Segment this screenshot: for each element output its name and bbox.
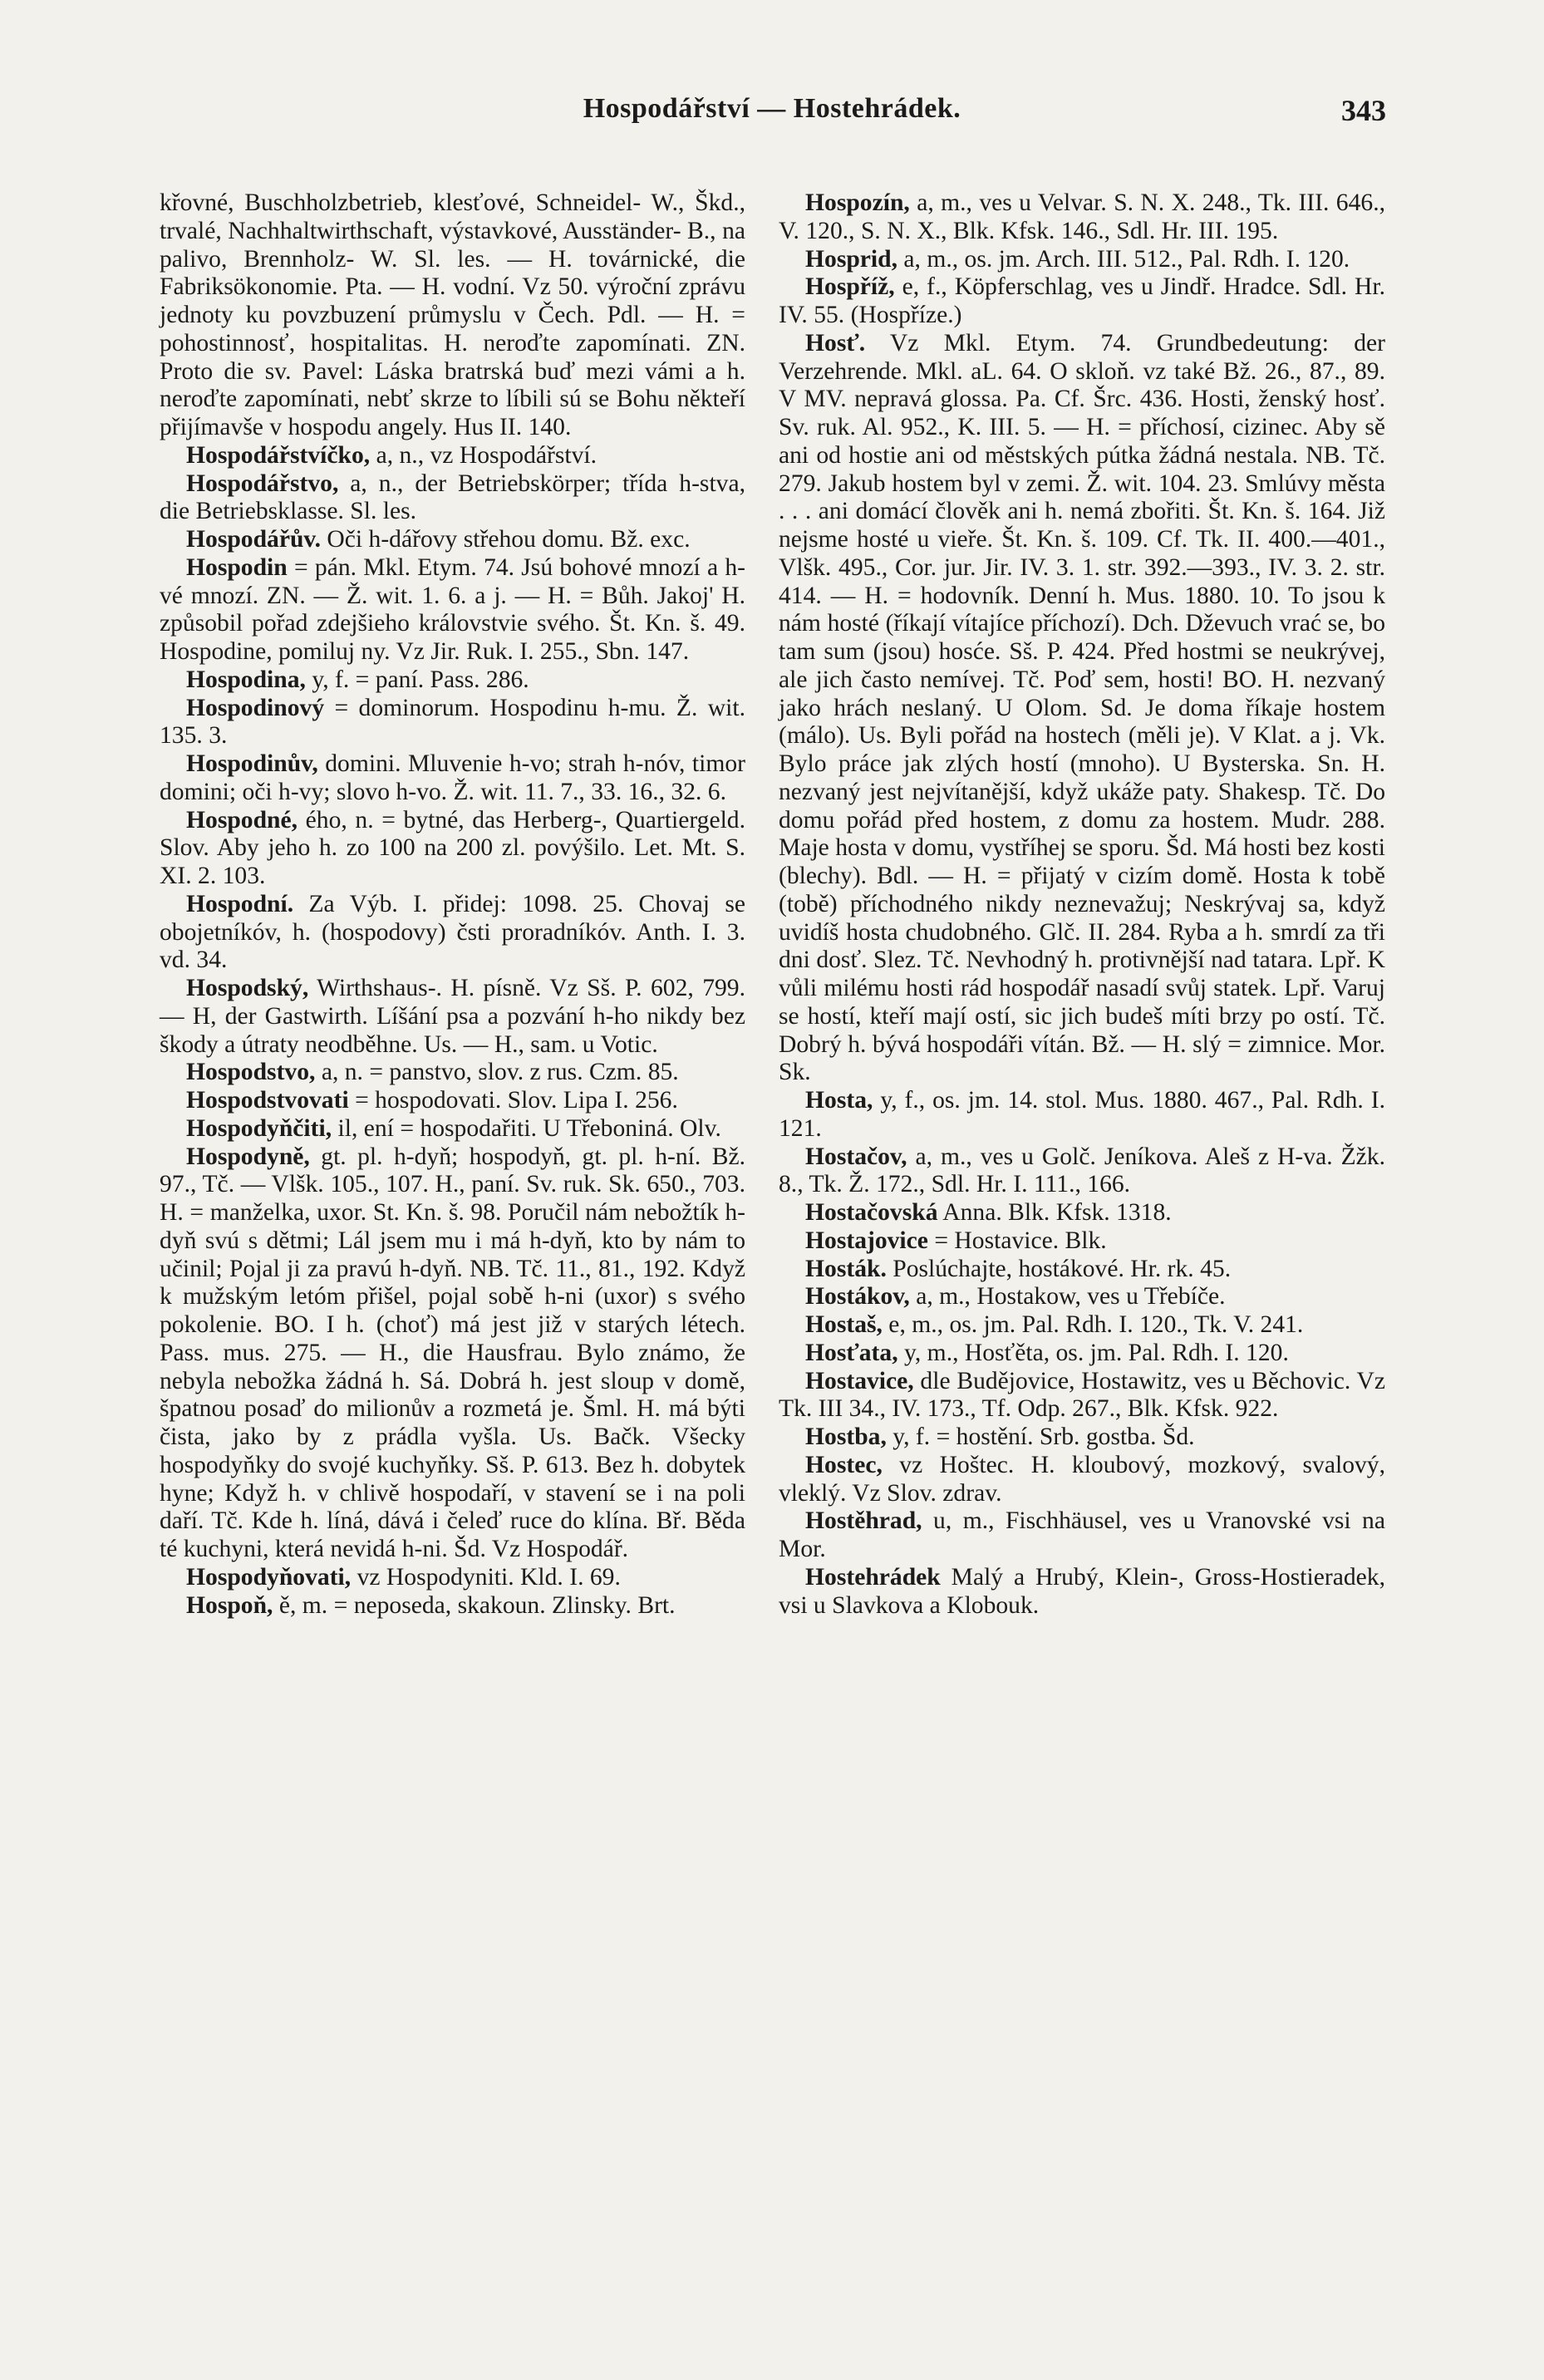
entry-headword: Hospodinův, [186,750,318,777]
entry-headword: Hostavice, [805,1367,914,1394]
dictionary-entry [160,891,745,975]
entry-text: y, m., Hosťěta, os. jm. Pal. Rdh. I. 120. [897,1339,1289,1366]
entry-headword: Hostba, [805,1424,887,1450]
entry-text: Poslúchajte, hostákové. Hr. rk. 45. [886,1255,1232,1282]
entry-text: Oči h-dářovy střehou domu. Bž. exc. [321,526,691,553]
entry-text: a, n., vz Hospodářství. [370,441,597,469]
entry-headword: Hostaš, [805,1311,883,1338]
entry-headword: Hospodský, [186,975,309,1001]
dictionary-entry [779,246,1385,274]
entry-text: a, m., os. jm. Arch. III. 512., Pal. Rdh. I. 120. [897,245,1350,273]
entry-text: a, m., ves u Velvar. S. N. X. 248., Tk. III. 646., V. 120., S. N. X., Blk. Kfsk. 146., Sdl. Hr. III. 195. [779,189,1385,244]
dictionary-entry [160,1592,745,1620]
entry-headword: Hostehrádek [805,1563,941,1591]
entry-text: ého, n. = bytné, das Herberg-, Quartiergeld. Slov. Aby jeho h. zo 100 na 200 zl. povýšilo. Let. Mt. S. XI. 2. 103. [160,806,745,889]
entry-headword: Hospodářstvo, [186,470,339,497]
entry-headword: Hospodin [186,553,288,581]
entry-text: e, f., Köpferschlag, ves u Jindř. Hradce. Sdl. Hr. IV. 55. (Hospříze.) [779,273,1385,328]
entry-headword: Hostec, [805,1451,883,1478]
entry-text: ě, m. = neposeda, skakoun. Zlinsky. Brt. [273,1591,676,1619]
dictionary-entry [779,1340,1385,1368]
dictionary-entry [160,554,745,666]
entry-headword: Hospodné, [186,806,298,833]
dictionary-entry [160,1564,745,1592]
dictionary-entry [779,1311,1385,1340]
dictionary-entry [160,1115,745,1143]
entry-text: dle Budějovice, Hostawitz, ves u Běchovic. Vz Tk. III 34., IV. 173., Tf. Odp. 267., Blk. Kfsk. 922. [779,1367,1385,1423]
entry-headword: Hospodstvo, [186,1059,316,1086]
dictionary-entry [160,666,745,695]
dictionary-entry [160,975,745,1059]
dictionary-entry [779,1424,1385,1452]
dictionary-entry [779,1256,1385,1284]
entry-headword: Hospodyňovati, [186,1563,352,1591]
entry-text: vz Hoštec. H. kloubový, mozkový, svalový, vleklý. Vz Slov. zdrav. [779,1451,1385,1507]
entry-headword: Hostákov, [805,1283,910,1310]
entry-text: e, m., os. jm. Pal. Rdh. I. 120., Tk. V. 241. [882,1311,1304,1338]
dictionary-entry [779,330,1385,1087]
entry-headword: Hospodyně, [186,1143,310,1170]
entry-headword: Hospodinový [186,694,325,721]
entry-text: gt. pl. h-dyň; hospodyň, gt. pl. h-ní. Bž. 97., Tč. — Vlšk. 105., 107. H., paní. Sv. ruk. Sk. 650., 703. H. = manželka, uxor. St. Kn. š. 98. Poručil nám nebožtík h-dyň svú s dětmi; Lál jsem mu i má h-dyň, kto by nám to učinil; Pojal ji za pravú h-dyň. NB. Tč. 11., 81., 192. Když k mužským letóm přišel, pojal sobě h-ni (uxor) s svého pokolenie. BO. I h. (choť) má jest již v starých létech. Pass. mus. 275. — H., die Hausfrau. Bylo známo, že nebyla nebožka žádná h. Sá. Dobrá h. jest sloup v domě, špatnou posaď do milionův a rozmetá je. Šml. H. má býti čista, jako by z prádla vyšla. Us. Bačk. Všecky hospodyňky do svojé kuchyňky. Sš. P. 613. Bez h. dobytek hyne; Když h. v chlivě hospodaří, v stavení se i na poli daří. Tč. Kde h. líná, dává i čeleď ruce do klína. Bř. Běda té kuchyni, která nevidá h-ni. Šd. Vz Hospodář. [160,1143,745,1562]
entry-text: Wirthshaus-. H. písně. Vz Sš. P. 602, 799. — H, der Gastwirth. Líšání psa a pozvání h-ho nikdy bez škody a útraty neodběhne. Us. — H., sam. u Votic. [160,975,745,1058]
entry-headword: Hospodářstvíčko, [186,441,371,469]
dictionary-entry [779,1368,1385,1424]
dictionary-entry [779,1143,1385,1200]
page-number: 343 [1341,94,1386,127]
entry-text: Malý a Hrubý, Klein-, Gross-Hostieradek, vsi u Slavkova a Klobouk. [779,1563,1385,1619]
entry-headword: Hosťata, [805,1339,898,1366]
dictionary-entry [779,1507,1385,1564]
entry-headword: Hosták. [805,1255,887,1282]
entry-text: Anna. Blk. Kfsk. 1318. [937,1199,1172,1226]
dictionary-entry [160,807,745,891]
entry-text: = hospodovati. Slov. Lipa I. 256. [348,1087,678,1114]
entry-text: = pán. Mkl. Etym. 74. Jsú bohové mnozí a h-vé mnozí. ZN. — Ž. wit. 1. 6. a j. — H. = Bůh. Jakoj' H. způsobil pořad zdejšieho královstvie svého. Št. Kn. š. 49. Hospodine, pomiluj ny. Vz Jir. Ruk. I. 255., Sbn. 147. [160,553,745,665]
dictionary-entry [779,1452,1385,1508]
dictionary-entry [779,1564,1385,1620]
right-column [779,189,1385,1620]
entry-text: Vz Mkl. Etym. 74. Grundbedeutung: der Verzehrende. Mkl. aL. 64. O skloň. vz také Bž. 26., 87., 89. V MV. nepravá glossa. Pa. Cf. Šrc. 436. Hosti, ženský hosť. Sv. ruk. Al. 952., K. III. 5. — H. = příchosí, cizinec. Aby sě ani od hostie ani od městských pútka žádná nestala. NB. Tč. 279. Jakub hostem byl v zemi. Ž. wit. 104. 23. Smlúvy města . . . ani domácí člověk ani h. nemá zbořiti. Št. Kn. š. 164. Již nejsme hosté u vieře. Št. Kn. š. 109. Cf. Tk. II. 400.—401., Vlšk. 495., Cor. jur. Jir. IV. 3. 1. str. 392.—393., IV. 3. 2. str. 414. — H. = hodovník. Denní h. Mus. 1880. 10. To jsou k nám hosté (říkají vítajíce příchozí). Dch. Dževuch vrać se, bo tam sum (jsou) hosće. Sš. P. 424. Před hostmi se neukrývej, ale jich často nemívej. Tč. Poď sem, hosti! BO. H. nezvaný jako hrách neslaný. U Olom. Sd. Je doma říkaje hostem (málo). Us. Byli pořád na hostech (měli je). V Klat. a j. Vk. Bylo práce jak zlých hostí (mnoho). U Bysterska. Sn. H. nezvaný jest nejvítanější, když ukáže paty. Shakesp. Tč. Do domu pořád před hostem, z domu za hostem. Mudr. 288. Maje hosta v domu, vystříhej se sporu. Šd. Má hosti bez kosti (blechy). Bdl. — H. = přijatý v cizím domě. Hosta k tobě (tobě) příchodného nikdy neznevažuj; Neskrývaj sa, když uvidíš hosta chudobného. Glč. II. 284. Ryba a h. smrdí za tři dni dosť. Slez. Tč. Nevhodný h. protivnější nad tatara. Lpř. K vůli milému hosti rád hospodář nasadí svůj statek. Lpř. Varuj se hostí, kteří mají ostí, sic jich budeš míti brzy po ostí. Tč. Dobrý h. bývá hospodáři vítán. Bž. — H. slý = zimnice. Mor. Sk. [779,329,1385,1086]
entry-text: u, m., Fischhäusel, ves u Vranovské vsi na Mor. [779,1507,1385,1562]
dictionary-entry [160,470,745,527]
entry-text: a, m., Hostakow, ves u Třebíče. [909,1283,1226,1310]
dictionary-entry [779,1199,1385,1227]
entry-text: y, f., os. jm. 14. stol. Mus. 1880. 467., Pal. Rdh. I. 121. [779,1087,1385,1142]
dictionary-entry [779,1087,1385,1143]
entry-text: křovné, Buschholzbetrieb, klesťové, Schneidel- W., Škd., trvalé, Nachhaltwirthschaft, výstavkové, Ausständer- B., na palivo, Brennholz- W. Sl. les. — H. továrnické, die Fabriksökonomie. Pta. — H. vodní. Vz 50. výroční zprávu jednoty ku povzbuzení průmyslu v Čech. Pdl. — H. = pohostinnosť, hospitalitas. H. neroďte zapomínati. ZN. Proto die sv. Pavel: Láska bratrská buď mezi vámi a h. neroďte zapomínati, nebť skrze to líbili sú se Bohu někteří přijímavše v hospodu angely. Hus II. 140. [160,189,745,440]
entry-headword: Hospříž, [805,273,895,301]
entry-text: a, n., der Betriebskörper; třída h-stva, die Betriebsklasse. Sl. les. [160,470,745,525]
entry-text: = Hostavice. Blk. [927,1227,1107,1254]
entry-headword: Hospodyňčiti, [186,1114,332,1142]
dictionary-entry [160,1143,745,1564]
entry-headword: Hospodstvovati [186,1087,349,1114]
entry-headword: Hostačov, [805,1143,907,1170]
entry-text: Za Výb. I. přidej: 1098. 25. Chovaj se obojetníkóv, h. (hospodovy) čsti proradníkóv. Anth. I. 3. vd. 34. [160,890,745,974]
entry-headword: Hostačovská [805,1199,938,1226]
dictionary-entry [160,189,745,442]
entry-headword: Hostajovice [805,1227,928,1254]
dictionary-entry [779,1283,1385,1311]
dictionary-entry [160,1059,745,1087]
entry-headword: Hosprid, [805,245,898,273]
entry-text: a, m., ves u Golč. Jeníkova. Aleš z H-va. Žžk. 8., Tk. Ž. 172., Sdl. Hr. I. 111., 166. [779,1143,1385,1198]
running-title: Hospodářství — Hostehrádek. [583,93,961,124]
dictionary-entry [160,526,745,554]
entry-text: a, n. = panstvo, slov. z rus. Czm. 85. [315,1059,679,1086]
entry-headword: Hospozín, [805,189,910,216]
dictionary-entry [160,750,745,807]
dictionary-entry [160,1087,745,1115]
dictionary-entry [779,273,1385,330]
entry-text: y, f. = hostění. Srb. gostba. Šd. [886,1424,1195,1450]
entry-text: vz Hospodyniti. Kld. I. 69. [351,1563,621,1591]
entry-headword: Hospodina, [186,666,306,693]
left-column [160,189,745,1620]
page-header [158,93,1386,143]
entry-text: = dominorum. Hospodinu h-mu. Ž. wit. 135. 3. [160,694,745,750]
entry-headword: Hosta, [805,1087,873,1114]
dictionary-entry [160,442,745,470]
entry-headword: Hostěhrad, [805,1507,922,1535]
dictionary-entry [160,695,745,751]
dictionary-entry [779,1227,1385,1256]
entry-text: domini. Mluvenie h-vo; strah h-nóv, timor domini; oči h-vy; slovo h-vo. Ž. wit. 11. 7., 33. 16., 32. 6. [160,750,745,805]
entry-headword: Hospodářův. [186,526,321,553]
dictionary-entry [779,189,1385,246]
entry-text: y, f. = paní. Pass. 286. [305,666,529,693]
entry-text: il, ení = hospodařiti. U Třeboniná. Olv. [332,1114,721,1142]
entry-headword: Hospoň, [186,1591,273,1619]
entry-headword: Hosť. [805,329,866,357]
entry-headword: Hospodní. [186,890,294,917]
